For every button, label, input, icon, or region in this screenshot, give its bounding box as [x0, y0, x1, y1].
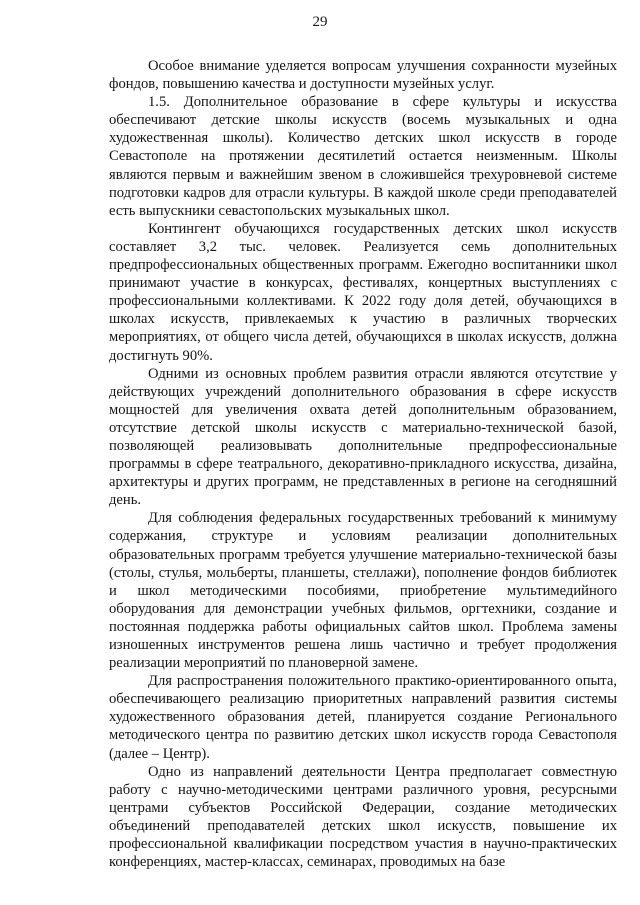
- paragraph-additional-education: 1.5. Дополнительное образование в сфере культуры и искусства обеспечивают детские школы искусств (восемь музыкальных и одна художественная школы). Количество детских школ искусств в городе Севастополе на протяжении десятилетий остается неизменным. Школы являются первым и важнейшим звеном в сложившейся трехуровневой системе подготовки кадров для отрасли культуры. В каждой школе среди преподавателей есть выпускники севастопольских музыкальных школ.: [109, 94, 617, 219]
- paragraph-methodical-center: Для распространения положительного практико-ориентированного опыта, обеспечивающего реализацию приоритетных направлений развития системы художественного образования детей, планируется создание Регионального методического центра по развитию детских школ искусств города Севастополя (далее – Центр).: [109, 673, 617, 762]
- paragraph-center-activities: Одно из направлений деятельности Центра предполагает совместную работу с научно-методическими центрами различного уровня, ресурсными центрами субъектов Российской Федерации, создание методических объединений преподавателей детских школ искусств, повышение их профессиональной квалификации посредством участия в научно-практических конференциях, мастер-классах, семинарах, проводимых на базе: [109, 763, 617, 871]
- paragraph-development-problems: Одними из основных проблем развития отрасли являются отсутствие у действующих учреждений дополнительного образования в сфере искусств мощностей для увеличения охвата детей дополнительным образованием, отсутствие детской школы искусств с материально-технической базой, позволяющей реализовывать дополнительные предпрофессиональные программы в сфере театрального, декоративно-прикладного искусства, дизайна, архитектуры и других программ, не представленных в регионе на сегодняшний день.: [109, 365, 617, 509]
- paragraph-federal-requirements: Для соблюдения федеральных государственных требований к минимуму содержания, структуре и условиям реализации дополнительных образовательных программ требуется улучшение материально-технической базы (столы, стулья, мольберты, планшеты, стеллажи), пополнение фондов библиотек и школ методическими пособиями, приобретение мультимедийного оборудования для демонстрации учебных фильмов, оргтехники, создание и постоянная поддержка работы официальных сайтов школ. Проблема замены изношенных инструментов решена лишь частично и требует продолжения реализации мероприятий по плановерной замене.: [109, 510, 617, 672]
- paragraph-student-contingent: Контингент обучающихся государственных детских школ искусств составляет 3,2 тыс. человек. Реализуется семь дополнительных предпрофессиональных общественных программ. Ежегодно воспитанники школ принимают участие в конкурсах, фестивалях, концертных выступлениях с профессиональными коллективами. К 2022 году доля детей, обучающихся в школах искусств, привлекаемых к участию в различных творческих мероприятиях, от общего числа детей, обучающихся в школах искусств, должна достигнуть 90%.: [109, 220, 617, 364]
- paragraph-museum-funds: Особое внимание уделяется вопросам улучшения сохранности музейных фондов, повышению качества и доступности музейных услуг.: [109, 58, 617, 93]
- document-body: [109, 57, 617, 871]
- page-number: 29: [312, 14, 328, 30]
